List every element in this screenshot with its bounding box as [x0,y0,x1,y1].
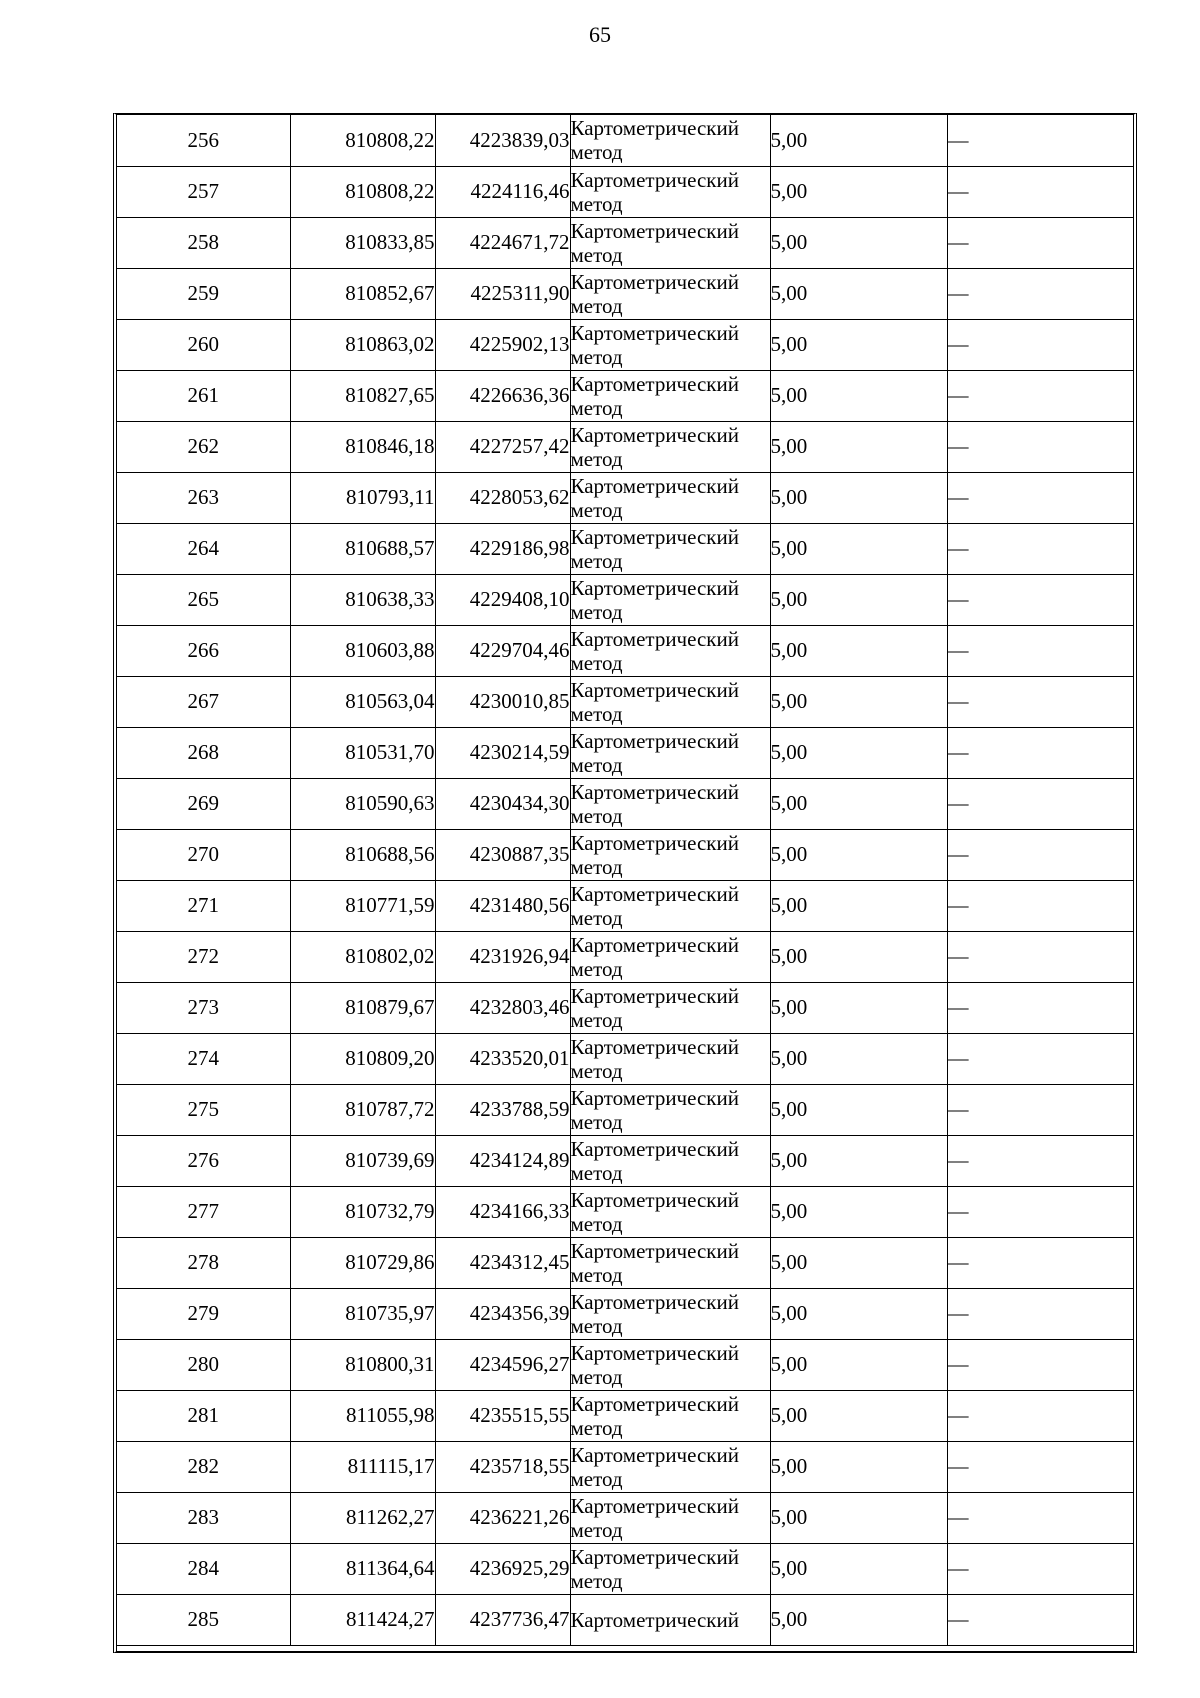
method-line-1: Картометрический [570,1238,739,1263]
coord-y: 4234596,27 [435,1339,570,1390]
coord-x: 810729,86 [290,1237,435,1288]
method-line-1: Картометрический [570,1340,739,1365]
table-row [117,931,1133,982]
coordinates-table-frame [113,113,1137,1653]
method-line-1: Картометрический [570,932,739,957]
note: — [947,1594,1133,1645]
method-line-2: метод [570,854,623,879]
table-row [117,523,1133,574]
coord-y: 4232803,46 [435,982,570,1033]
method-line-1: Картометрический [570,1289,739,1314]
method-line-2: метод [570,293,623,318]
point-number: 279 [117,1288,290,1339]
coord-y: 4223839,03 [435,115,570,166]
note: — [947,421,1133,472]
method-line-2: метод [570,548,623,573]
accuracy: 5,00 [770,115,947,166]
coord-y: 4230434,30 [435,778,570,829]
coord-x: 810863,02 [290,319,435,370]
accuracy: 5,00 [770,319,947,370]
method-line-1: Картометрический [570,320,739,345]
accuracy: 5,00 [770,727,947,778]
coord-y: 4230010,85 [435,676,570,727]
table-row [117,166,1133,217]
coord-y: 4231926,94 [435,931,570,982]
table-row [117,1288,1133,1339]
table-row [117,1441,1133,1492]
coordinates-table-body [117,115,1133,1645]
method-cell [570,1186,770,1237]
note: — [947,1492,1133,1543]
method-line-1: Картометрический [570,830,739,855]
table-row [117,727,1133,778]
point-number: 268 [117,727,290,778]
method-cell [570,1594,770,1645]
table-row [117,319,1133,370]
coord-x: 811262,27 [290,1492,435,1543]
point-number: 277 [117,1186,290,1237]
table-row [117,1186,1133,1237]
note: — [947,625,1133,676]
coord-y: 4236925,29 [435,1543,570,1594]
method-cell [570,217,770,268]
note: — [947,1135,1133,1186]
coord-y: 4229704,46 [435,625,570,676]
method-line-2: метод [570,1364,623,1389]
method-line-1: Картометрический [570,779,739,804]
point-number: 261 [117,370,290,421]
method-cell [570,625,770,676]
coord-x: 810735,97 [290,1288,435,1339]
method-line-2: метод [570,1109,623,1134]
method-cell [570,880,770,931]
note: — [947,268,1133,319]
coord-y: 4236221,26 [435,1492,570,1543]
coord-x: 810638,33 [290,574,435,625]
method-cell [570,931,770,982]
method-cell [570,523,770,574]
note: — [947,829,1133,880]
coord-x: 810827,65 [290,370,435,421]
point-number: 283 [117,1492,290,1543]
method-line-1: Картометрический [570,983,739,1008]
table-row [117,778,1133,829]
coord-x: 810603,88 [290,625,435,676]
coord-y: 4228053,62 [435,472,570,523]
note: — [947,370,1133,421]
note: — [947,319,1133,370]
point-number: 266 [117,625,290,676]
note: — [947,982,1133,1033]
coord-y: 4229186,98 [435,523,570,574]
method-cell [570,1237,770,1288]
method-cell [570,778,770,829]
accuracy: 5,00 [770,1339,947,1390]
coord-x: 810808,22 [290,166,435,217]
method-line-1: Картометрический [570,1544,739,1569]
point-number: 270 [117,829,290,880]
coord-x: 811055,98 [290,1390,435,1441]
coord-y: 4234166,33 [435,1186,570,1237]
point-number: 256 [117,115,290,166]
method-line-1: Картометрический [570,1034,739,1059]
method-line-2: метод [570,599,623,624]
accuracy: 5,00 [770,931,947,982]
method-cell [570,1543,770,1594]
coord-x: 810879,67 [290,982,435,1033]
method-line-2: метод [570,1058,623,1083]
coord-y: 4224671,72 [435,217,570,268]
method-line-1: Картометрический [570,167,739,192]
note: — [947,1084,1133,1135]
point-number: 260 [117,319,290,370]
coord-x: 810732,79 [290,1186,435,1237]
accuracy: 5,00 [770,829,947,880]
coordinates-table [117,115,1133,1646]
coord-x: 810809,20 [290,1033,435,1084]
method-line-2: метод [570,956,623,981]
table-row [117,1594,1133,1645]
accuracy: 5,00 [770,268,947,319]
table-row [117,268,1133,319]
table-row [117,625,1133,676]
coord-x: 810688,57 [290,523,435,574]
method-line-2: метод [570,752,623,777]
method-cell [570,1084,770,1135]
accuracy: 5,00 [770,1135,947,1186]
point-number: 269 [117,778,290,829]
method-line-2: метод [570,1415,623,1440]
point-number: 272 [117,931,290,982]
note: — [947,778,1133,829]
coord-y: 4234356,39 [435,1288,570,1339]
note: — [947,523,1133,574]
coord-x: 810590,63 [290,778,435,829]
method-cell [570,1033,770,1084]
method-line-1: Картометрический [570,1391,739,1416]
coord-x: 810771,59 [290,880,435,931]
method-line-1: Картометрический [570,1136,739,1161]
coord-y: 4230887,35 [435,829,570,880]
coord-x: 810833,85 [290,217,435,268]
coord-x: 810800,31 [290,1339,435,1390]
table-row [117,1390,1133,1441]
note: — [947,472,1133,523]
table-row [117,676,1133,727]
table-row [117,421,1133,472]
coord-x: 810846,18 [290,421,435,472]
accuracy: 5,00 [770,1084,947,1135]
coord-y: 4226636,36 [435,370,570,421]
table-row [117,829,1133,880]
method-line-2: метод [570,905,623,930]
coord-y: 4230214,59 [435,727,570,778]
coord-x: 810563,04 [290,676,435,727]
accuracy: 5,00 [770,1288,947,1339]
method-cell [570,982,770,1033]
point-number: 278 [117,1237,290,1288]
point-number: 264 [117,523,290,574]
page-number: 65 [589,22,611,47]
accuracy: 5,00 [770,982,947,1033]
method-line-2: метод [570,344,623,369]
table-row [117,1339,1133,1390]
coord-y: 4231480,56 [435,880,570,931]
accuracy: 5,00 [770,217,947,268]
table-row [117,115,1133,166]
coord-y: 4235718,55 [435,1441,570,1492]
method-line-1: Картометрический [570,1493,739,1518]
method-line-1: Картометрический [570,116,739,141]
method-line-1: Картометрический [570,1607,739,1632]
point-number: 284 [117,1543,290,1594]
note: — [947,217,1133,268]
accuracy: 5,00 [770,421,947,472]
point-number: 259 [117,268,290,319]
method-line-2: метод [570,1517,623,1542]
method-line-1: Картометрический [570,1085,739,1110]
method-line-1: Картометрический [570,728,739,753]
coord-x: 811364,64 [290,1543,435,1594]
accuracy: 5,00 [770,1492,947,1543]
note: — [947,115,1133,166]
accuracy: 5,00 [770,778,947,829]
method-cell [570,370,770,421]
coord-x: 810531,70 [290,727,435,778]
method-line-2: метод [570,497,623,522]
coord-y: 4229408,10 [435,574,570,625]
method-cell [570,115,770,166]
table-row [117,1237,1133,1288]
method-line-2: метод [570,1466,623,1491]
method-line-1: Картометрический [570,269,739,294]
point-number: 258 [117,217,290,268]
method-line-1: Картометрический [570,524,739,549]
point-number: 281 [117,1390,290,1441]
coord-x: 810802,02 [290,931,435,982]
method-cell [570,319,770,370]
coord-x: 810787,72 [290,1084,435,1135]
table-row [117,1135,1133,1186]
note: — [947,1033,1133,1084]
accuracy: 5,00 [770,1543,947,1594]
method-cell [570,421,770,472]
coord-y: 4224116,46 [435,166,570,217]
point-number: 265 [117,574,290,625]
coord-y: 4233788,59 [435,1084,570,1135]
coord-x: 810793,11 [290,472,435,523]
method-line-1: Картометрический [570,1187,739,1212]
method-cell [570,1492,770,1543]
point-number: 285 [117,1594,290,1645]
note: — [947,1543,1133,1594]
table-row [117,370,1133,421]
coord-x: 811115,17 [290,1441,435,1492]
point-number: 257 [117,166,290,217]
method-line-1: Картометрический [570,626,739,651]
coord-y: 4237736,47 [435,1594,570,1645]
accuracy: 5,00 [770,1594,947,1645]
point-number: 271 [117,880,290,931]
coord-y: 4234312,45 [435,1237,570,1288]
note: — [947,880,1133,931]
coord-y: 4225902,13 [435,319,570,370]
coord-y: 4235515,55 [435,1390,570,1441]
accuracy: 5,00 [770,1390,947,1441]
coord-y: 4227257,42 [435,421,570,472]
method-line-1: Картометрический [570,881,739,906]
method-cell [570,1339,770,1390]
coord-y: 4225311,90 [435,268,570,319]
accuracy: 5,00 [770,880,947,931]
note: — [947,931,1133,982]
method-cell [570,1288,770,1339]
table-row [117,217,1133,268]
table-row [117,574,1133,625]
accuracy: 5,00 [770,1441,947,1492]
method-line-2: метод [570,242,623,267]
table-row [117,880,1133,931]
method-line-2: метод [570,650,623,675]
point-number: 282 [117,1441,290,1492]
note: — [947,1441,1133,1492]
table-row [117,472,1133,523]
point-number: 276 [117,1135,290,1186]
method-cell [570,166,770,217]
coord-y: 4234124,89 [435,1135,570,1186]
point-number: 267 [117,676,290,727]
method-line-2: метод [570,701,623,726]
note: — [947,1288,1133,1339]
coord-x: 810688,56 [290,829,435,880]
coord-y: 4233520,01 [435,1033,570,1084]
method-line-1: Картометрический [570,575,739,600]
note: — [947,574,1133,625]
method-line-2: метод [570,1313,623,1338]
method-line-2: метод [570,191,623,216]
method-line-1: Картометрический [570,473,739,498]
note: — [947,1237,1133,1288]
accuracy: 5,00 [770,472,947,523]
note: — [947,1339,1133,1390]
note: — [947,1390,1133,1441]
coord-x: 811424,27 [290,1594,435,1645]
note: — [947,727,1133,778]
point-number: 262 [117,421,290,472]
coord-x: 810739,69 [290,1135,435,1186]
note: — [947,676,1133,727]
table-row [117,982,1133,1033]
method-line-2: метод [570,1211,623,1236]
method-line-1: Картометрический [570,218,739,243]
method-cell [570,1135,770,1186]
method-cell [570,1441,770,1492]
note: — [947,166,1133,217]
method-cell [570,676,770,727]
method-line-2: метод [570,1007,623,1032]
method-cell [570,727,770,778]
method-line-2: метод [570,395,623,420]
method-line-1: Картометрический [570,1442,739,1467]
method-line-1: Картометрический [570,371,739,396]
method-line-2: метод [570,803,623,828]
point-number: 275 [117,1084,290,1135]
accuracy: 5,00 [770,1237,947,1288]
accuracy: 5,00 [770,166,947,217]
note: — [947,1186,1133,1237]
method-line-1: Картометрический [570,677,739,702]
method-line-2: метод [570,1568,623,1593]
point-number: 274 [117,1033,290,1084]
method-line-2: метод [570,446,623,471]
method-line-1: Картометрический [570,422,739,447]
table-row [117,1033,1133,1084]
table-row [117,1492,1133,1543]
accuracy: 5,00 [770,1186,947,1237]
method-cell [570,268,770,319]
table-row [117,1084,1133,1135]
method-line-2: метод [570,1160,623,1185]
accuracy: 5,00 [770,1033,947,1084]
point-number: 273 [117,982,290,1033]
coord-x: 810852,67 [290,268,435,319]
accuracy: 5,00 [770,625,947,676]
table-row [117,1543,1133,1594]
method-line-2: метод [570,1262,623,1287]
method-line-2: метод [570,140,623,165]
method-cell [570,829,770,880]
accuracy: 5,00 [770,523,947,574]
method-cell [570,1390,770,1441]
point-number: 280 [117,1339,290,1390]
accuracy: 5,00 [770,574,947,625]
point-number: 263 [117,472,290,523]
method-cell [570,574,770,625]
accuracy: 5,00 [770,676,947,727]
accuracy: 5,00 [770,370,947,421]
coord-x: 810808,22 [290,115,435,166]
method-cell [570,472,770,523]
